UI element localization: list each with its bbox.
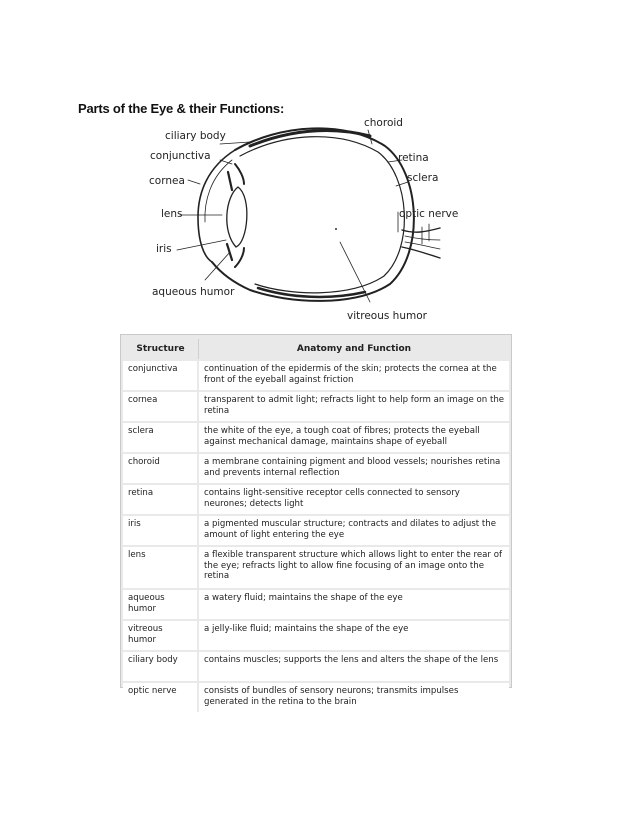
row-structure: optic nerve [123, 683, 199, 712]
row-function: a flexible transparent structure which allows light to enter the rear of the eye; refracts light to allow fine focusing of an image onto the retina [199, 547, 509, 588]
label-choroid: choroid [364, 117, 403, 129]
table-row [123, 454, 509, 483]
label-ciliary-body: ciliary body [165, 130, 226, 142]
table-row [123, 485, 509, 514]
row-function: the white of the eye, a tough coat of fibres; protects the eyeball against mechanical damage, maintains shape of eyeball [199, 423, 509, 452]
table-row [123, 590, 509, 619]
eye-diagram [140, 112, 470, 327]
structures-table [120, 334, 512, 707]
row-function: a watery fluid; maintains the shape of the eye [199, 590, 509, 619]
table-row [123, 392, 509, 421]
table-header-row [123, 339, 509, 359]
row-structure: choroid [123, 454, 199, 483]
row-structure: sclera [123, 423, 199, 452]
page-title: Parts of the Eye & their Functions: [78, 101, 285, 116]
row-structure: conjunctiva [123, 361, 199, 390]
row-function: contains light-sensitive receptor cells connected to sensory neurones; detects light [199, 485, 509, 514]
table-row [123, 516, 509, 545]
row-structure: iris [123, 516, 199, 545]
table-row [123, 652, 509, 681]
row-structure: lens [123, 547, 199, 588]
table-row [123, 361, 509, 390]
row-function: a pigmented muscular structure; contracts and dilates to adjust the amount of light entering the eye [199, 516, 509, 545]
header-anatomy-function: Anatomy and Function [199, 339, 509, 359]
row-function: a jelly-like fluid; maintains the shape of the eye [199, 621, 509, 650]
label-aqueous-humor: aqueous humor [152, 286, 235, 298]
row-function: consists of bundles of sensory neurons; transmits impulses generated in the retina to the brain [199, 683, 509, 712]
row-function: continuation of the epidermis of the skin; protects the cornea at the front of the eyeball against friction [199, 361, 509, 390]
label-optic-nerve: optic nerve [399, 208, 459, 220]
label-retina: retina [398, 152, 429, 164]
table-row [123, 683, 509, 712]
row-function: a membrane containing pigment and blood vessels; nourishes retina and prevents internal reflection [199, 454, 509, 483]
row-function: contains muscles; supports the lens and alters the shape of the lens [199, 652, 509, 681]
label-sclera: sclera [407, 172, 439, 184]
eye-center-dot [335, 228, 337, 230]
table-row [123, 547, 509, 588]
header-structure: Structure [123, 339, 199, 359]
table-row [123, 621, 509, 650]
row-structure: ciliary body [123, 652, 199, 681]
row-structure: retina [123, 485, 199, 514]
label-conjunctiva: conjunctiva [150, 150, 211, 162]
label-vitreous-humor: vitreous humor [347, 310, 427, 322]
label-iris: iris [156, 243, 172, 255]
row-structure: cornea [123, 392, 199, 421]
label-cornea: cornea [149, 175, 185, 187]
row-structure: vitreous humor [123, 621, 199, 650]
label-lens: lens [161, 208, 183, 220]
row-function: transparent to admit light; refracts light to help form an image on the retina [199, 392, 509, 421]
row-structure: aqueous humor [123, 590, 199, 619]
table-row [123, 423, 509, 452]
